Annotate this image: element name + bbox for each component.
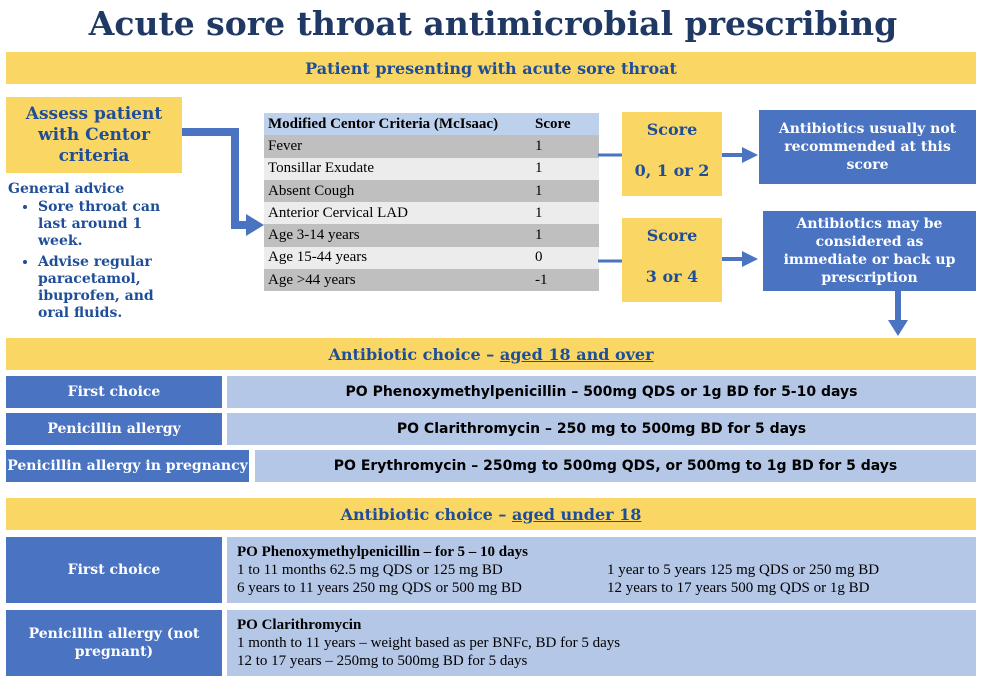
criteria-name: Anterior Cervical LAD [264,202,531,224]
score-low-label: Score [646,120,698,139]
dose-line: 1 year to 5 years 125 mg QDS or 250 mg BD [607,562,880,578]
adult-value-first: PO Phenoxymethylpenicillin – 500mg QDS or 1g BD for 5-10 days [227,376,976,408]
criteria-score: 1 [531,135,599,157]
down-arrow-icon [886,290,910,338]
criteria-score: 1 [531,202,599,224]
dose-line: 1 to 11 months 62.5 mg QDS or 125 mg BD [237,562,503,578]
criteria-name: Fever [264,135,531,157]
score-high-box [622,218,722,302]
criteria-row [264,269,599,291]
criteria-score: -1 [531,269,599,291]
table-connector-lines [598,140,624,280]
outcome-low-box: Antibiotics usually not recommended at this score [759,110,976,184]
dose-line: 6 years to 11 years 250 mg QDS or 500 mg BD [237,580,522,596]
child-value-first [227,537,976,603]
score-high-label: Score [646,226,698,245]
criteria-row [264,202,599,224]
criteria-row [264,180,599,202]
criteria-table-wrap [264,113,599,291]
outcome-high-box: Antibiotics may be considered as immediate or back up prescription [763,211,976,291]
score-low-value: 0, 1 or 2 [634,161,710,180]
child-label-allergy: Penicillin allergy (not pregnant) [6,610,222,676]
criteria-row [264,224,599,246]
criteria-name: Absent Cough [264,180,531,202]
adult-value-allergy: PO Clarithromycin – 250 mg to 500mg BD for 5 days [227,413,976,445]
allergy-line: 12 to 17 years – 250mg to 500mg BD for 5 days [237,653,528,669]
presenting-banner: Patient presenting with acute sore throat [6,52,976,84]
child-heading-link: aged under 18 [512,504,642,524]
child-heading-prefix: Antibiotic choice – [340,504,507,524]
score-low-box [622,112,722,196]
criteria-header-name: Modified Centor Criteria (McIsaac) [264,113,531,135]
criteria-row [264,135,599,157]
general-advice [8,181,178,326]
adult-heading-prefix: Antibiotic choice – [328,344,495,364]
criteria-score: 1 [531,158,599,180]
criteria-name: Tonsillar Exudate [264,158,531,180]
child-heading [6,498,976,530]
child-first-drug: PO Phenoxymethylpenicillin – for 5 – 10 days [237,544,528,560]
advice-item: • Sore throat can last around 1 week. [38,199,178,250]
page-title: Acute sore throat antimicrobial prescribing [88,4,898,43]
score-high-value: 3 or 4 [645,267,699,286]
adult-value-pregnancy: PO Erythromycin – 250mg to 500mg QDS, or 500mg to 1g BD for 5 days [255,450,976,482]
criteria-name: Age 15-44 years [264,247,531,269]
assess-arrow-icon [180,120,266,240]
child-label-first: First choice [6,537,222,603]
advice-item: • Advise regular paracetamol, ibuprofen, and oral fluids. [38,254,178,322]
criteria-header-row [264,113,599,135]
assess-box: Assess patient with Centor criteria [6,97,182,173]
criteria-score: 1 [531,180,599,202]
adult-label-allergy: Penicillin allergy [6,413,222,445]
criteria-table [264,113,599,291]
allergy-line: 1 month to 11 years – weight based as per BNFc, BD for 5 days [237,635,621,651]
adult-heading-link: aged 18 and over [499,344,654,364]
criteria-row [264,158,599,180]
criteria-header-score: Score [531,113,599,135]
advice-heading: General advice [8,181,125,197]
criteria-name: Age 3-14 years [264,224,531,246]
dose-line: 12 years to 17 years 500 mg QDS or 1g BD [607,580,870,596]
adult-label-pregnancy: Penicillin allergy in pregnancy [6,450,249,482]
adult-label-first: First choice [6,376,222,408]
child-first-doses [237,561,966,597]
child-value-allergy [227,610,976,676]
child-allergy-drug: PO Clarithromycin [237,617,362,633]
criteria-row [264,247,599,269]
advice-list [8,199,178,322]
adult-heading [6,338,976,370]
score-arrows-icon [722,140,762,270]
criteria-name: Age >44 years [264,269,531,291]
criteria-score: 1 [531,224,599,246]
criteria-score: 0 [531,247,599,269]
